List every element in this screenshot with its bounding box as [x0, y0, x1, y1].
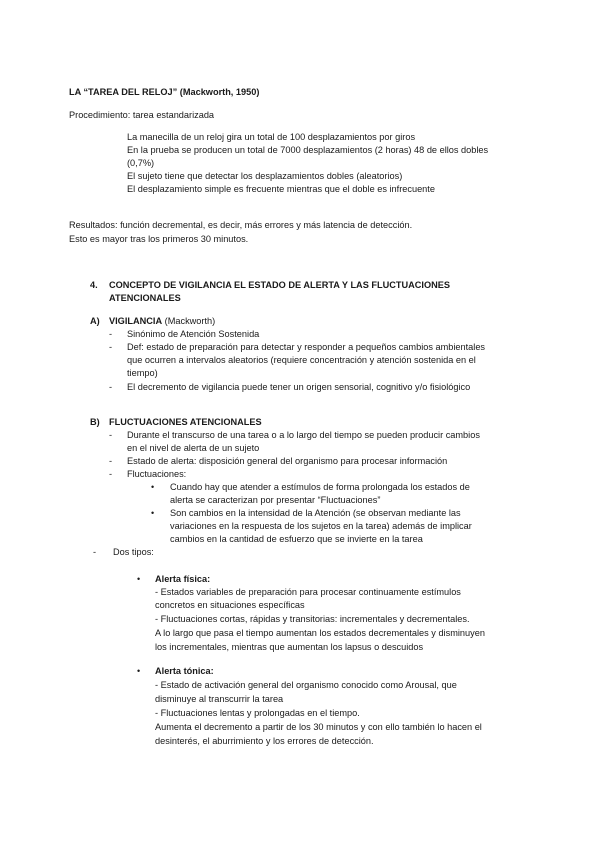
type-line: disminuye al transcurrir la tarea: [155, 694, 284, 704]
subsection-title: FLUCTUACIONES ATENCIONALES: [109, 417, 262, 427]
list-item: que ocurren a intervalos aleatorios (requiere concentración y atención sostenida en el: [127, 355, 476, 365]
dash-marker: -: [109, 382, 113, 392]
bullet-marker: •: [137, 666, 141, 676]
procedure-line: La manecilla de un reloj gira un total de 100 desplazamientos por giros: [127, 132, 416, 142]
procedure-line: El desplazamiento simple es frecuente mientras que el doble es infrecuente: [127, 184, 435, 194]
subsection-title-bold: VIGILANCIA: [109, 316, 163, 326]
list-item: tiempo): [127, 368, 158, 378]
type-line: - Fluctuaciones cortas, rápidas y transitorias: incrementales y decrementales.: [155, 614, 470, 624]
sub-list-item: Son cambios en la intensidad de la Atención (se observan mediante las: [170, 508, 461, 518]
section-heading: CONCEPTO DE VIGILANCIA EL ESTADO DE ALERTA Y LAS FLUCTUACIONES: [109, 280, 450, 290]
list-item: Sinónimo de Atención Sostenida: [127, 329, 260, 339]
list-item: Dos tipos:: [113, 547, 154, 557]
type-line: - Estado de activación general del organismo conocido como Arousal, que: [155, 680, 457, 690]
subsection-letter: B): [90, 417, 100, 427]
list-item: El decremento de vigilancia puede tener un origen sensorial, cognitivo y/o fisiológico: [127, 382, 471, 392]
type-line: - Estados variables de preparación para procesar continuamente estímulos: [155, 587, 461, 597]
bullet-marker: •: [151, 508, 155, 518]
subsection-title: [109, 315, 215, 328]
sub-list-item: Cuando hay que atender a estímulos de forma prolongada los estados de: [170, 482, 470, 492]
type-line: los incrementales, mientras que aumentan los lapsus o descuidos: [155, 642, 424, 652]
bullet-marker: •: [151, 482, 155, 492]
list-item: en el nivel de alerta de un sujeto: [127, 443, 260, 453]
list-item: Def: estado de preparación para detectar y responder a pequeños cambios ambientales: [127, 342, 486, 352]
dash-marker: -: [109, 430, 113, 440]
sub-list-item: alerta se caracterizan por presentar “Fluctuaciones”: [170, 495, 381, 505]
type-title: Alerta tónica:: [155, 666, 214, 676]
list-item: Fluctuaciones:: [127, 469, 187, 479]
bullet-marker: •: [137, 574, 141, 584]
list-item: Durante el transcurso de una tarea o a lo largo del tiempo se pueden producir cambios: [127, 430, 480, 440]
type-line: Aumenta el decremento a partir de los 30 minutos y con ello también lo hacen el: [155, 722, 482, 732]
dash-marker: -: [109, 456, 113, 466]
subsection-letter: A): [90, 316, 100, 326]
results-line: Resultados: función decremental, es decir, más errores y más latencia de detección.: [69, 220, 413, 230]
dash-marker: -: [93, 547, 97, 557]
type-line: desinterés, el aburrimiento y los errores de detección.: [155, 736, 374, 746]
page-title: LA “TAREA DEL RELOJ” (Mackworth, 1950): [69, 87, 260, 97]
procedure-line: (0,7%): [127, 158, 155, 168]
results-line: Esto es mayor tras los primeros 30 minutos.: [69, 234, 249, 244]
dash-marker: -: [109, 469, 113, 479]
section-heading: ATENCIONALES: [109, 293, 181, 303]
type-line: A lo largo que pasa el tiempo aumentan los estados decrementales y disminuyen: [155, 628, 485, 638]
sub-list-item: variaciones en la respuesta de los sujetos en la tarea) además de implicar: [170, 521, 472, 531]
section-number: 4.: [90, 280, 98, 290]
type-title: Alerta física:: [155, 574, 211, 584]
sub-list-item: cambios en la cantidad de esfuerzo que se invierte en la tarea: [170, 534, 423, 544]
dash-marker: -: [109, 329, 113, 339]
dash-marker: -: [109, 342, 113, 352]
type-line: - Fluctuaciones lentas y prolongadas en el tiempo.: [155, 708, 360, 718]
list-item: Estado de alerta: disposición general del organismo para procesar información: [127, 456, 448, 466]
procedure-label: Procedimiento: tarea estandarizada: [69, 110, 215, 120]
procedure-line: En la prueba se producen un total de 7000 desplazamientos (2 horas) 48 de ellos dobles: [127, 145, 489, 155]
type-line: concretos en situaciones específicas: [155, 600, 305, 610]
subsection-title-suffix: (Mackworth): [162, 316, 216, 326]
procedure-line: El sujeto tiene que detectar los desplazamientos dobles (aleatorios): [127, 171, 403, 181]
